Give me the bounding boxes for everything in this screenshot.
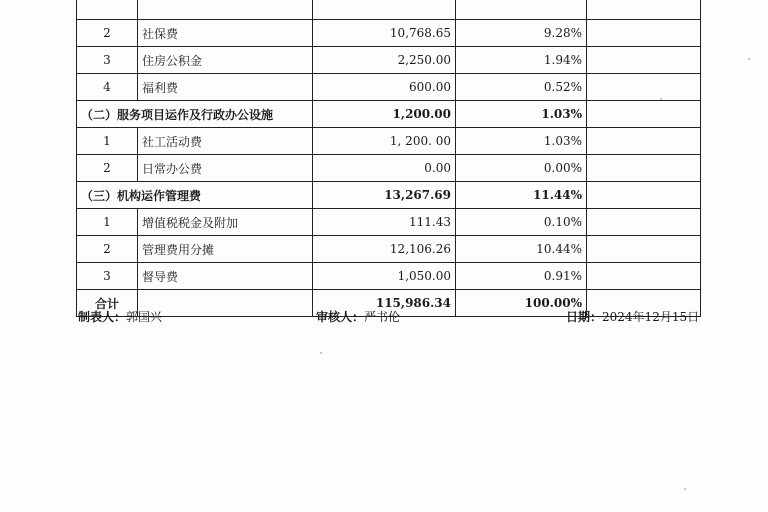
section-amount: 13,267.69 (313, 182, 456, 209)
preparer-label: 制表人： (78, 310, 127, 324)
scan-speck (684, 488, 686, 490)
preparer-name: 郭国兴 (126, 310, 163, 324)
table-row (77, 128, 701, 155)
row-percentage (456, 0, 587, 20)
row-note (587, 20, 701, 47)
row-item-name: 福利费 (138, 74, 313, 101)
row-amount: 12,106.26 (313, 236, 456, 263)
row-note (587, 236, 701, 263)
date-value: 2024年12月15日 (602, 310, 700, 324)
table-row (77, 236, 701, 263)
scan-speck (748, 58, 750, 60)
section-title: （三）机构运作管理费 (77, 182, 313, 209)
date-label: 日期： (566, 310, 603, 324)
row-number: 4 (77, 74, 138, 101)
section-title: （二）服务项目运作及行政办公设施 (77, 101, 313, 128)
row-number: 2 (77, 20, 138, 47)
section-percentage: 11.44% (456, 182, 587, 209)
row-percentage: 1.03% (456, 128, 587, 155)
reviewer-name: 严书伦 (364, 310, 401, 324)
table-row (77, 0, 701, 20)
row-note (587, 0, 701, 20)
row-item-name: 社工活动费 (138, 128, 313, 155)
row-amount: 1, 200. 00 (313, 128, 456, 155)
table-row (77, 155, 701, 182)
row-item-name: 管理费用分摊 (138, 236, 313, 263)
row-percentage: 1.94% (456, 47, 587, 74)
row-amount (313, 0, 456, 20)
expense-table (76, 0, 701, 317)
row-note (587, 209, 701, 236)
table-row (77, 74, 701, 101)
row-percentage: 10.44% (456, 236, 587, 263)
reviewer-label: 审核人： (316, 310, 365, 324)
row-note (587, 74, 701, 101)
row-number: 3 (77, 47, 138, 74)
total-percentage: 100.00% (456, 290, 587, 317)
row-note (587, 182, 701, 209)
section-row (77, 182, 701, 209)
row-percentage: 0.10% (456, 209, 587, 236)
row-note (587, 128, 701, 155)
total-item-name (138, 290, 313, 317)
row-percentage: 0.00% (456, 155, 587, 182)
row-amount: 2,250.00 (313, 47, 456, 74)
scan-speck (320, 352, 322, 354)
row-number: 2 (77, 236, 138, 263)
report-date (566, 308, 699, 325)
total-label: 合计 (77, 290, 138, 317)
section-percentage: 1.03% (456, 101, 587, 128)
row-number: 2 (77, 155, 138, 182)
row-number (77, 0, 138, 20)
row-item-name: 督导费 (138, 263, 313, 290)
row-item-name: 住房公积金 (138, 47, 313, 74)
scan-speck (660, 98, 662, 100)
row-number: 1 (77, 209, 138, 236)
table-row (77, 20, 701, 47)
row-amount: 10,768.65 (313, 20, 456, 47)
row-note (587, 101, 701, 128)
row-number: 3 (77, 263, 138, 290)
section-amount: 1,200.00 (313, 101, 456, 128)
row-item-name: 增值税税金及附加 (138, 209, 313, 236)
row-note (587, 263, 701, 290)
row-item-name: 日常办公费 (138, 155, 313, 182)
row-amount: 0.00 (313, 155, 456, 182)
row-amount: 600.00 (313, 74, 456, 101)
preparer-signature (78, 308, 162, 325)
row-amount: 111.43 (313, 209, 456, 236)
expense-table-body (77, 0, 701, 317)
reviewer-signature (316, 308, 400, 325)
section-row (77, 101, 701, 128)
row-percentage: 9.28% (456, 20, 587, 47)
row-item-name (138, 0, 313, 20)
row-note (587, 47, 701, 74)
row-note (587, 155, 701, 182)
row-percentage: 0.91% (456, 263, 587, 290)
total-amount: 115,986.34 (313, 290, 456, 317)
table-row (77, 47, 701, 74)
table-row (77, 209, 701, 236)
row-number: 1 (77, 128, 138, 155)
row-percentage: 0.52% (456, 74, 587, 101)
table-row (77, 263, 701, 290)
row-item-name: 社保费 (138, 20, 313, 47)
row-amount: 1,050.00 (313, 263, 456, 290)
